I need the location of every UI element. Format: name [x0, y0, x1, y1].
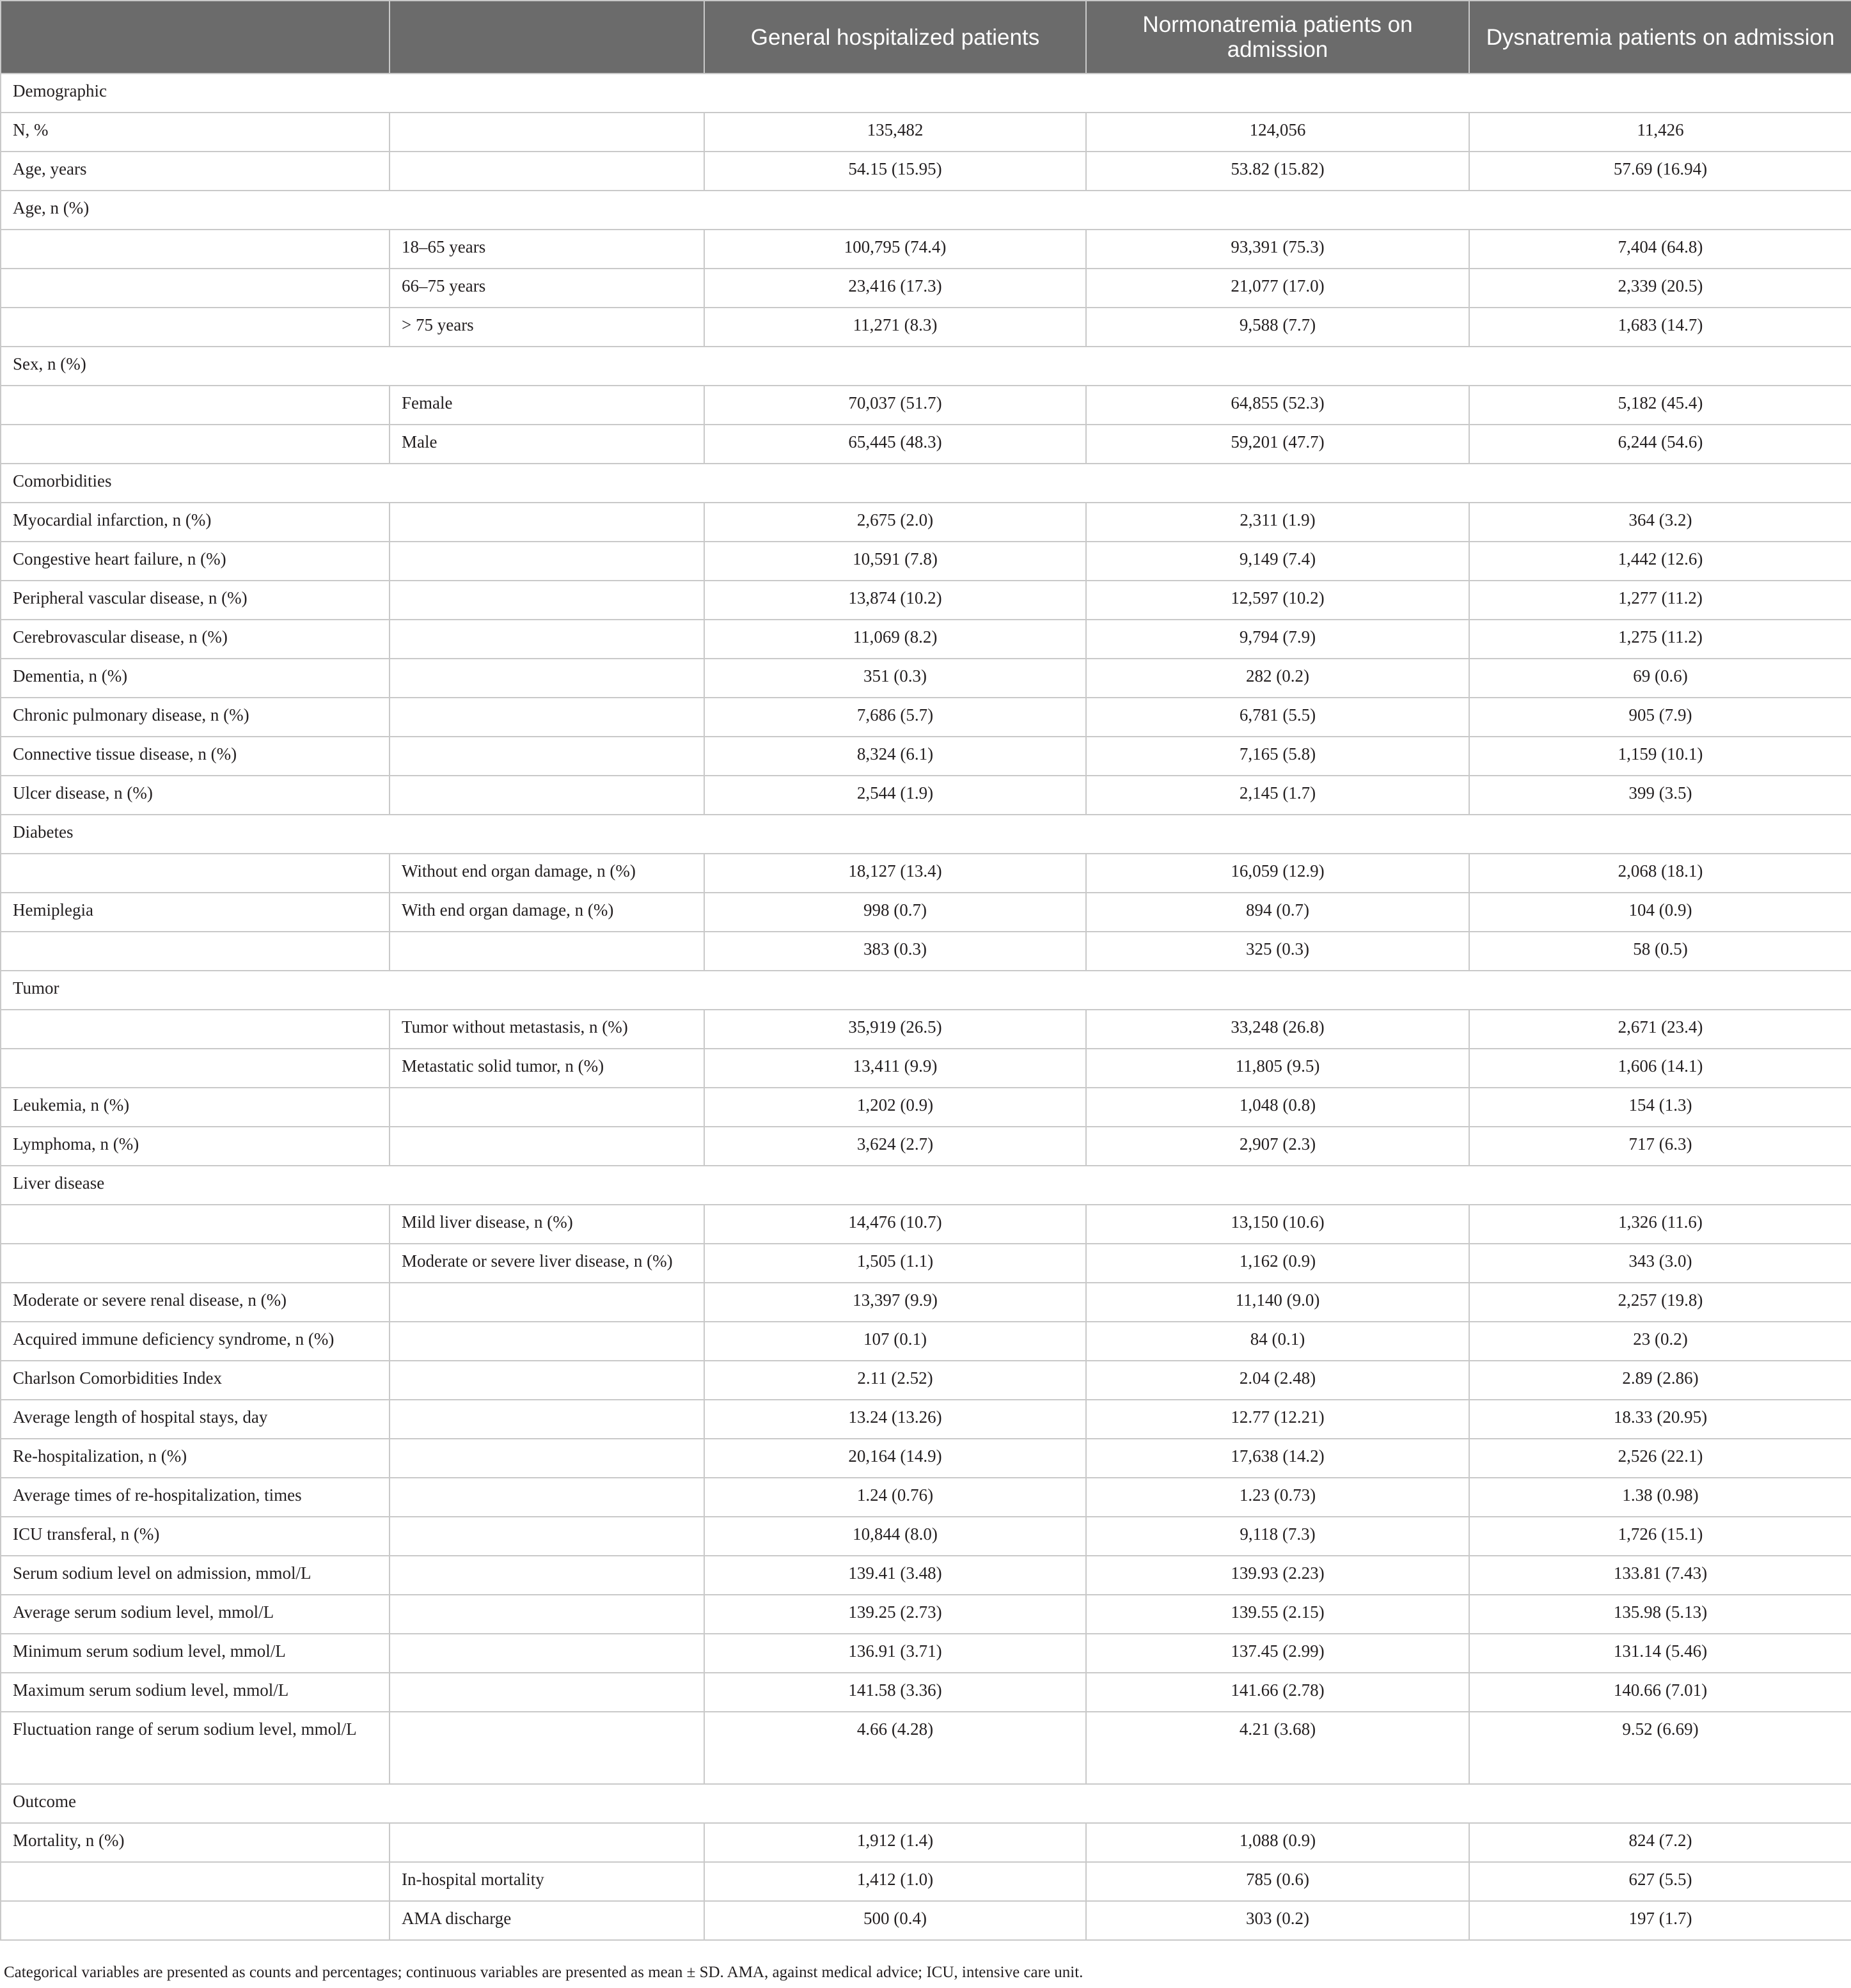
value-general: 54.15 (15.95) — [704, 152, 1086, 191]
row-sublabel: Male — [390, 425, 704, 464]
table-row — [1, 386, 1851, 425]
value-general: 13.24 (13.26) — [704, 1400, 1086, 1439]
value-general: 141.58 (3.36) — [704, 1673, 1086, 1712]
table-row — [1, 1595, 1851, 1634]
row-label: Average length of hospital stays, day — [1, 1400, 390, 1439]
value-normonatremia: 9,118 (7.3) — [1086, 1517, 1469, 1556]
value-dysnatremia: 2,257 (19.8) — [1469, 1283, 1851, 1322]
value-general: 70,037 (51.7) — [704, 386, 1086, 425]
value-general: 1,912 (1.4) — [704, 1823, 1086, 1862]
table-footnote: Categorical variables are presented as counts and percentages; continuous variables are presented as mean ± SD. AMA, against medical advice; ICU, intensive care unit. — [4, 1964, 1083, 1981]
value-normonatremia: 282 (0.2) — [1086, 659, 1469, 698]
table-row — [1, 1361, 1851, 1400]
row-sublabel: In-hospital mortality — [390, 1862, 704, 1901]
row-sublabel — [390, 1556, 704, 1595]
value-general: 10,844 (8.0) — [704, 1517, 1086, 1556]
value-general: 4.66 (4.28) — [704, 1712, 1086, 1784]
table-row — [1, 308, 1851, 347]
value-dysnatremia: 1,726 (15.1) — [1469, 1517, 1851, 1556]
value-normonatremia: 303 (0.2) — [1086, 1901, 1469, 1940]
row-sublabel — [390, 1439, 704, 1478]
value-normonatremia: 1,162 (0.9) — [1086, 1244, 1469, 1283]
value-dysnatremia: 2,339 (20.5) — [1469, 269, 1851, 308]
row-label: Dementia, n (%) — [1, 659, 390, 698]
header-row — [1, 1, 1851, 74]
value-general: 18,127 (13.4) — [704, 854, 1086, 893]
row-label: Minimum serum sodium level, mmol/L — [1, 1634, 390, 1673]
table-header — [1, 1, 1851, 74]
row-label — [1, 932, 390, 971]
value-normonatremia: 1,048 (0.8) — [1086, 1088, 1469, 1127]
row-sublabel — [390, 1595, 704, 1634]
row-label — [1, 1205, 390, 1244]
value-dysnatremia: 343 (3.0) — [1469, 1244, 1851, 1283]
table-row — [1, 425, 1851, 464]
header-cell-normonatremia: Normonatremia patients on admission — [1086, 1, 1469, 74]
section-row — [1, 1166, 1851, 1205]
row-sublabel: Without end organ damage, n (%) — [390, 854, 704, 893]
section-label: Demographic — [1, 74, 1851, 113]
value-general: 13,397 (9.9) — [704, 1283, 1086, 1322]
table-row — [1, 620, 1851, 659]
row-label — [1, 1862, 390, 1901]
table-row — [1, 1517, 1851, 1556]
row-label: Fluctuation range of serum sodium level, mmol/L — [1, 1712, 390, 1784]
row-label — [1, 1049, 390, 1088]
value-dysnatremia: 11,426 — [1469, 113, 1851, 152]
value-general: 1,412 (1.0) — [704, 1862, 1086, 1901]
value-dysnatremia: 824 (7.2) — [1469, 1823, 1851, 1862]
value-general: 2,544 (1.9) — [704, 776, 1086, 815]
value-dysnatremia: 135.98 (5.13) — [1469, 1595, 1851, 1634]
value-normonatremia: 11,140 (9.0) — [1086, 1283, 1469, 1322]
table-row — [1, 1244, 1851, 1283]
table-row — [1, 1400, 1851, 1439]
value-dysnatremia: 1,275 (11.2) — [1469, 620, 1851, 659]
table-row — [1, 503, 1851, 542]
row-sublabel — [390, 1517, 704, 1556]
row-label: Average serum sodium level, mmol/L — [1, 1595, 390, 1634]
row-sublabel — [390, 776, 704, 815]
value-dysnatremia: 2,671 (23.4) — [1469, 1010, 1851, 1049]
section-row — [1, 347, 1851, 386]
row-label: Moderate or severe renal disease, n (%) — [1, 1283, 390, 1322]
value-dysnatremia: 1,326 (11.6) — [1469, 1205, 1851, 1244]
value-general: 136.91 (3.71) — [704, 1634, 1086, 1673]
header-cell-variable — [1, 1, 390, 74]
value-general: 2.11 (2.52) — [704, 1361, 1086, 1400]
value-dysnatremia: 1,683 (14.7) — [1469, 308, 1851, 347]
table-row — [1, 1823, 1851, 1862]
value-dysnatremia: 69 (0.6) — [1469, 659, 1851, 698]
value-dysnatremia: 905 (7.9) — [1469, 698, 1851, 737]
value-general: 13,874 (10.2) — [704, 581, 1086, 620]
table-row — [1, 542, 1851, 581]
section-row — [1, 464, 1851, 503]
row-sublabel — [390, 1634, 704, 1673]
section-row — [1, 191, 1851, 230]
row-sublabel — [390, 659, 704, 698]
row-label — [1, 269, 390, 308]
table-row — [1, 152, 1851, 191]
row-sublabel: Tumor without metastasis, n (%) — [390, 1010, 704, 1049]
row-label: Charlson Comorbidities Index — [1, 1361, 390, 1400]
value-dysnatremia: 1.38 (0.98) — [1469, 1478, 1851, 1517]
row-label — [1, 230, 390, 269]
value-normonatremia: 137.45 (2.99) — [1086, 1634, 1469, 1673]
value-general: 383 (0.3) — [704, 932, 1086, 971]
row-sublabel: 66–75 years — [390, 269, 704, 308]
row-sublabel — [390, 1673, 704, 1712]
table-row — [1, 269, 1851, 308]
row-label — [1, 308, 390, 347]
value-normonatremia: 6,781 (5.5) — [1086, 698, 1469, 737]
section-row — [1, 74, 1851, 113]
value-normonatremia: 2,311 (1.9) — [1086, 503, 1469, 542]
table-row — [1, 1862, 1851, 1901]
value-normonatremia: 7,165 (5.8) — [1086, 737, 1469, 776]
row-label: Connective tissue disease, n (%) — [1, 737, 390, 776]
row-sublabel — [390, 1823, 704, 1862]
row-label: Re-hospitalization, n (%) — [1, 1439, 390, 1478]
value-normonatremia: 2,145 (1.7) — [1086, 776, 1469, 815]
value-general: 107 (0.1) — [704, 1322, 1086, 1361]
row-label: Mortality, n (%) — [1, 1823, 390, 1862]
row-sublabel — [390, 932, 704, 971]
table-row — [1, 1634, 1851, 1673]
header-cell-general: General hospitalized patients — [704, 1, 1086, 74]
value-dysnatremia: 133.81 (7.43) — [1469, 1556, 1851, 1595]
table-row — [1, 113, 1851, 152]
value-dysnatremia: 2.89 (2.86) — [1469, 1361, 1851, 1400]
row-label: Ulcer disease, n (%) — [1, 776, 390, 815]
row-label: Congestive heart failure, n (%) — [1, 542, 390, 581]
row-label — [1, 425, 390, 464]
value-dysnatremia: 131.14 (5.46) — [1469, 1634, 1851, 1673]
table-row — [1, 1439, 1851, 1478]
row-label: Average times of re-hospitalization, times — [1, 1478, 390, 1517]
header-cell-subgroup — [390, 1, 704, 74]
value-general: 14,476 (10.7) — [704, 1205, 1086, 1244]
row-label — [1, 1901, 390, 1940]
row-sublabel — [390, 581, 704, 620]
row-sublabel: Mild liver disease, n (%) — [390, 1205, 704, 1244]
value-dysnatremia: 197 (1.7) — [1469, 1901, 1851, 1940]
row-label: Cerebrovascular disease, n (%) — [1, 620, 390, 659]
value-normonatremia: 59,201 (47.7) — [1086, 425, 1469, 464]
table-row — [1, 1712, 1851, 1784]
row-label: Peripheral vascular disease, n (%) — [1, 581, 390, 620]
table-row — [1, 1010, 1851, 1049]
value-dysnatremia: 2,068 (18.1) — [1469, 854, 1851, 893]
value-normonatremia: 9,794 (7.9) — [1086, 620, 1469, 659]
section-label: Age, n (%) — [1, 191, 1851, 230]
row-label: N, % — [1, 113, 390, 152]
value-dysnatremia: 1,442 (12.6) — [1469, 542, 1851, 581]
value-normonatremia: 64,855 (52.3) — [1086, 386, 1469, 425]
table-row — [1, 698, 1851, 737]
table-row — [1, 230, 1851, 269]
row-sublabel — [390, 698, 704, 737]
row-sublabel — [390, 1478, 704, 1517]
row-sublabel: With end organ damage, n (%) — [390, 893, 704, 932]
table-row — [1, 1478, 1851, 1517]
row-label: Myocardial infarction, n (%) — [1, 503, 390, 542]
row-sublabel: > 75 years — [390, 308, 704, 347]
value-general: 2,675 (2.0) — [704, 503, 1086, 542]
row-sublabel — [390, 1088, 704, 1127]
value-normonatremia: 2,907 (2.3) — [1086, 1127, 1469, 1166]
value-dysnatremia: 399 (3.5) — [1469, 776, 1851, 815]
row-sublabel — [390, 1322, 704, 1361]
value-normonatremia: 12.77 (12.21) — [1086, 1400, 1469, 1439]
value-dysnatremia: 364 (3.2) — [1469, 503, 1851, 542]
section-label: Sex, n (%) — [1, 347, 1851, 386]
value-dysnatremia: 7,404 (64.8) — [1469, 230, 1851, 269]
value-normonatremia: 12,597 (10.2) — [1086, 581, 1469, 620]
row-sublabel — [390, 1127, 704, 1166]
value-general: 3,624 (2.7) — [704, 1127, 1086, 1166]
table-row — [1, 1322, 1851, 1361]
table-row — [1, 1088, 1851, 1127]
table-row — [1, 893, 1851, 932]
value-dysnatremia: 1,277 (11.2) — [1469, 581, 1851, 620]
value-normonatremia: 124,056 — [1086, 113, 1469, 152]
value-general: 1.24 (0.76) — [704, 1478, 1086, 1517]
value-normonatremia: 894 (0.7) — [1086, 893, 1469, 932]
value-general: 7,686 (5.7) — [704, 698, 1086, 737]
value-general: 10,591 (7.8) — [704, 542, 1086, 581]
table-row — [1, 1556, 1851, 1595]
table-row — [1, 1205, 1851, 1244]
row-label: ICU transferal, n (%) — [1, 1517, 390, 1556]
table-row — [1, 737, 1851, 776]
value-normonatremia: 9,149 (7.4) — [1086, 542, 1469, 581]
value-general: 35,919 (26.5) — [704, 1010, 1086, 1049]
row-sublabel — [390, 1283, 704, 1322]
value-normonatremia: 93,391 (75.3) — [1086, 230, 1469, 269]
value-dysnatremia: 9.52 (6.69) — [1469, 1712, 1851, 1784]
value-general: 1,505 (1.1) — [704, 1244, 1086, 1283]
value-normonatremia: 2.04 (2.48) — [1086, 1361, 1469, 1400]
row-sublabel: Metastatic solid tumor, n (%) — [390, 1049, 704, 1088]
value-dysnatremia: 57.69 (16.94) — [1469, 152, 1851, 191]
value-normonatremia: 325 (0.3) — [1086, 932, 1469, 971]
row-sublabel — [390, 620, 704, 659]
value-normonatremia: 33,248 (26.8) — [1086, 1010, 1469, 1049]
row-label: Acquired immune deficiency syndrome, n (%) — [1, 1322, 390, 1361]
value-dysnatremia: 18.33 (20.95) — [1469, 1400, 1851, 1439]
value-general: 351 (0.3) — [704, 659, 1086, 698]
section-label: Liver disease — [1, 1166, 1851, 1205]
section-label: Outcome — [1, 1784, 1851, 1823]
value-normonatremia: 139.55 (2.15) — [1086, 1595, 1469, 1634]
row-label: Maximum serum sodium level, mmol/L — [1, 1673, 390, 1712]
row-sublabel — [390, 113, 704, 152]
value-general: 500 (0.4) — [704, 1901, 1086, 1940]
row-sublabel — [390, 542, 704, 581]
row-sublabel — [390, 737, 704, 776]
value-dysnatremia: 2,526 (22.1) — [1469, 1439, 1851, 1478]
table-row — [1, 581, 1851, 620]
value-normonatremia: 1,088 (0.9) — [1086, 1823, 1469, 1862]
table-body — [1, 74, 1851, 1940]
value-normonatremia: 11,805 (9.5) — [1086, 1049, 1469, 1088]
section-row — [1, 971, 1851, 1010]
row-label: Lymphoma, n (%) — [1, 1127, 390, 1166]
row-label — [1, 854, 390, 893]
value-dysnatremia: 6,244 (54.6) — [1469, 425, 1851, 464]
value-general: 65,445 (48.3) — [704, 425, 1086, 464]
row-label: Age, years — [1, 152, 390, 191]
row-sublabel: Moderate or severe liver disease, n (%) — [390, 1244, 704, 1283]
value-general: 100,795 (74.4) — [704, 230, 1086, 269]
value-general: 1,202 (0.9) — [704, 1088, 1086, 1127]
value-normonatremia: 53.82 (15.82) — [1086, 152, 1469, 191]
value-dysnatremia: 58 (0.5) — [1469, 932, 1851, 971]
value-dysnatremia: 717 (6.3) — [1469, 1127, 1851, 1166]
value-general: 139.41 (3.48) — [704, 1556, 1086, 1595]
row-label: Hemiplegia — [1, 893, 390, 932]
value-dysnatremia: 23 (0.2) — [1469, 1322, 1851, 1361]
row-label — [1, 386, 390, 425]
value-normonatremia: 17,638 (14.2) — [1086, 1439, 1469, 1478]
row-label: Leukemia, n (%) — [1, 1088, 390, 1127]
value-dysnatremia: 627 (5.5) — [1469, 1862, 1851, 1901]
row-sublabel — [390, 503, 704, 542]
value-normonatremia: 21,077 (17.0) — [1086, 269, 1469, 308]
section-label: Tumor — [1, 971, 1851, 1010]
row-sublabel — [390, 152, 704, 191]
table-row — [1, 1283, 1851, 1322]
value-normonatremia: 1.23 (0.73) — [1086, 1478, 1469, 1517]
value-normonatremia: 16,059 (12.9) — [1086, 854, 1469, 893]
value-normonatremia: 4.21 (3.68) — [1086, 1712, 1469, 1784]
table-row — [1, 1049, 1851, 1088]
value-dysnatremia: 104 (0.9) — [1469, 893, 1851, 932]
section-row — [1, 815, 1851, 854]
value-general: 998 (0.7) — [704, 893, 1086, 932]
value-dysnatremia: 5,182 (45.4) — [1469, 386, 1851, 425]
value-dysnatremia: 140.66 (7.01) — [1469, 1673, 1851, 1712]
row-sublabel — [390, 1400, 704, 1439]
table-row — [1, 776, 1851, 815]
value-normonatremia: 785 (0.6) — [1086, 1862, 1469, 1901]
row-label — [1, 1010, 390, 1049]
value-general: 139.25 (2.73) — [704, 1595, 1086, 1634]
table-row — [1, 932, 1851, 971]
value-dysnatremia: 154 (1.3) — [1469, 1088, 1851, 1127]
section-row — [1, 1784, 1851, 1823]
value-normonatremia: 139.93 (2.23) — [1086, 1556, 1469, 1595]
table-row — [1, 1127, 1851, 1166]
section-label: Diabetes — [1, 815, 1851, 854]
row-sublabel: Female — [390, 386, 704, 425]
row-label: Serum sodium level on admission, mmol/L — [1, 1556, 390, 1595]
value-dysnatremia: 1,606 (14.1) — [1469, 1049, 1851, 1088]
table-row — [1, 854, 1851, 893]
value-normonatremia: 84 (0.1) — [1086, 1322, 1469, 1361]
value-general: 11,271 (8.3) — [704, 308, 1086, 347]
value-dysnatremia: 1,159 (10.1) — [1469, 737, 1851, 776]
row-sublabel: 18–65 years — [390, 230, 704, 269]
row-label: Chronic pulmonary disease, n (%) — [1, 698, 390, 737]
value-general: 23,416 (17.3) — [704, 269, 1086, 308]
value-general: 8,324 (6.1) — [704, 737, 1086, 776]
value-general: 20,164 (14.9) — [704, 1439, 1086, 1478]
value-normonatremia: 9,588 (7.7) — [1086, 308, 1469, 347]
value-general: 11,069 (8.2) — [704, 620, 1086, 659]
table-row — [1, 1673, 1851, 1712]
table-row — [1, 1901, 1851, 1940]
value-normonatremia: 141.66 (2.78) — [1086, 1673, 1469, 1712]
value-general: 135,482 — [704, 113, 1086, 152]
row-sublabel — [390, 1712, 704, 1784]
value-normonatremia: 13,150 (10.6) — [1086, 1205, 1469, 1244]
table-row — [1, 659, 1851, 698]
header-cell-dysnatremia: Dysnatremia patients on admission — [1469, 1, 1851, 74]
value-general: 13,411 (9.9) — [704, 1049, 1086, 1088]
row-sublabel: AMA discharge — [390, 1901, 704, 1940]
row-label — [1, 1244, 390, 1283]
section-label: Comorbidities — [1, 464, 1851, 503]
row-sublabel — [390, 1361, 704, 1400]
